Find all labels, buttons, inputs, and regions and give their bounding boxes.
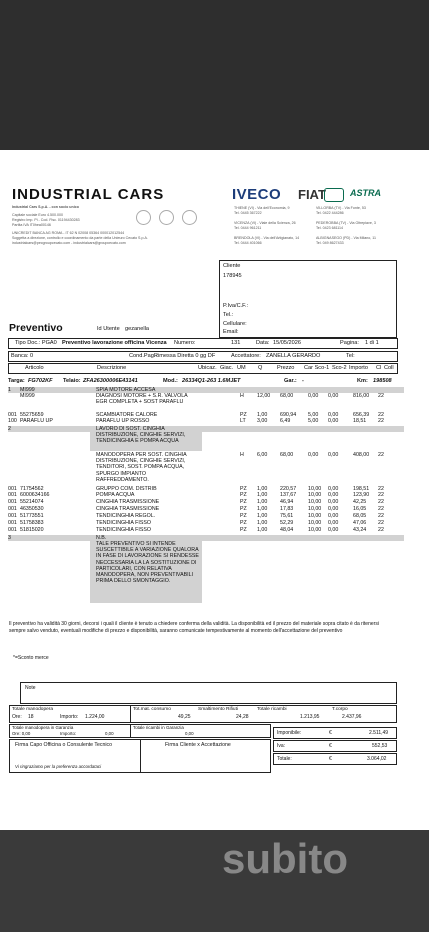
bank-info-2: Soggetta a direzione, controllo e coordinamento da parte della Unieuro Cecato S.p.A. [12, 236, 148, 240]
col-cl: Cl [376, 365, 382, 371]
top-dark-band [0, 0, 429, 150]
row-prezzo: 137,67 [280, 492, 297, 498]
table-row [8, 506, 418, 512]
document-page [0, 150, 429, 830]
row-number: 001 [8, 506, 17, 512]
row-descrizione: N.B. [96, 535, 107, 541]
row-q: 1,00 [257, 513, 268, 519]
gar-importo-label: Importo: [60, 731, 77, 736]
firma-cliente-label: Firma Cliente x Accettazione [165, 742, 231, 748]
row-descrizione: CINGHIA TRASMISSIONE [96, 499, 160, 505]
col-q: Q [258, 365, 263, 371]
gar-ore: Ore: 0,00 [12, 731, 31, 736]
email-label: Email: [223, 329, 239, 335]
gar-label: Gar.: [284, 378, 297, 384]
currency-symbol: € [329, 756, 332, 762]
mod-label: Mod.: [163, 378, 178, 384]
col-descrizione: Descrizione [97, 365, 127, 371]
certification-seal-icon [136, 210, 151, 225]
row-sco2: 0,00 [328, 393, 339, 399]
row-prezzo: 68,00 [280, 452, 294, 458]
accettatore-label: Accettatore: [231, 353, 261, 359]
ricambi-label: Totale ricambi [257, 707, 287, 712]
row-articolo: 55214074 [20, 499, 44, 505]
row-descrizione: PARAFLU UP ROSSO [96, 418, 150, 424]
row-um: PZ [240, 520, 247, 526]
ricambi-value: 1.213,95 [300, 714, 320, 720]
km-label: Km: [357, 378, 368, 384]
row-q: 1,00 [257, 412, 268, 418]
row-articolo: 55275659 [20, 412, 44, 418]
gar-value: - [302, 378, 304, 384]
branch-2-tel: Tel. 0444 961211 [234, 226, 262, 230]
company-info-3: Partita IVA IT0hea00146 [12, 223, 51, 227]
telaio-value: ZFA26300006E43141 [83, 378, 138, 384]
tipo-doc-value: Preventivo lavorazione officina Vicenza [62, 340, 167, 346]
truck-brand-logo-icon [324, 188, 344, 202]
row-descrizione: LAVORO DI SOST. CINGHIA DISTRIBUZIONE, CINGHIE SERVIZI, TENDICINGHIA E POMPA ACQUA [96, 426, 186, 445]
piva-label: P.Iva/C.F.: [223, 303, 249, 309]
row-um: PZ [240, 527, 247, 533]
row-descrizione: SCAMBIATORE CALORE [96, 412, 158, 418]
row-articolo: 51773551 [20, 513, 44, 519]
targa-label: Targa: [8, 378, 25, 384]
corpo-label: T.corpo [332, 707, 348, 712]
table-row [8, 520, 418, 526]
fiat-logo: FIAT [298, 187, 326, 202]
col-ubicaz: Ubicaz. [198, 365, 217, 371]
data-label: Data: [256, 340, 270, 346]
row-number: 3 [8, 535, 11, 541]
company-name: INDUSTRIAL CARS [12, 186, 165, 203]
row-importo: 408,00 [353, 452, 370, 458]
row-sco2: 0,00 [328, 452, 339, 458]
col-um: UM [237, 365, 246, 371]
branch-6: ALBIGNASEGO (PD) - Via Milano, 11 [316, 236, 376, 240]
row-sco2: 0,00 [328, 418, 339, 424]
row-um: PZ [240, 486, 247, 492]
importo-label: Importo: [60, 714, 79, 720]
row-importo: 68,05 [353, 513, 367, 519]
row-descrizione: SPIA MOTORE ACCESA [96, 387, 156, 393]
divider [130, 706, 131, 722]
row-prezzo: 220,57 [280, 486, 297, 492]
row-q: 1,00 [257, 506, 268, 512]
row-cl: 22 [378, 527, 384, 533]
branch-1: THIENE (VI) - Via dell'Economia, 9 [234, 206, 290, 210]
branch-3: BRENDOLA (VI) - Via dell'Artigianato, 14 [234, 236, 300, 240]
table-row [8, 426, 418, 451]
smalt-label: Smaltimento Rifiuti [198, 707, 238, 712]
cliente-label: Cliente [223, 263, 241, 269]
row-um: LT [240, 418, 246, 424]
imponibile-value: 2.511,49 [369, 730, 389, 736]
row-descrizione: TALE PREVENTIVO SI INTENDE SUSCETTIBILE A VARIAZIONE QUALORA IN FASE DI LAVORAZIONE SI RENDESSE NECCESSARIA LA LA SOSTITUZIONE DI PARTICOLARI, CON RELATIVA MANODOPERA, NON PREVENTIVABILI PRIMA DELLO SMONTAGGIO. [96, 541, 199, 585]
row-um: PZ [240, 412, 247, 418]
importo-value: 1.224,00 [85, 714, 105, 720]
row-um: PZ [240, 513, 247, 519]
branch-1-tel: Tel. 0445 367222 [234, 211, 262, 215]
row-articolo: 51815020 [20, 527, 44, 533]
gar-importo-value: 0,00 [105, 731, 114, 736]
row-prezzo: 48,04 [280, 527, 294, 533]
garanzia-box [9, 724, 271, 738]
iva-value: 552,53 [372, 743, 388, 749]
row-prezzo: 6,49 [280, 418, 291, 424]
table-row [8, 452, 418, 484]
col-giac: Giac. [220, 365, 234, 371]
row-cl: 22 [378, 486, 384, 492]
row-descrizione: POMPA ACQUA [96, 492, 135, 498]
row-cl: 22 [378, 499, 384, 505]
mod-value: 26334Q1-263 1.6MJET [182, 378, 241, 384]
row-articolo: 71754562 [20, 486, 44, 492]
row-sco2: 0,00 [328, 527, 339, 533]
row-cl: 22 [378, 393, 384, 399]
numero-value: 131 [231, 340, 241, 346]
divider [130, 725, 131, 737]
totale-label: Totale: [277, 756, 292, 762]
row-number: 001 [8, 499, 17, 505]
branch-4-tel: Tel. 0422 444286 [316, 211, 344, 215]
row-sco1: 5,00 [308, 412, 319, 418]
row-um: PZ [240, 499, 247, 505]
branch-2: VICENZA (VI) - Viale della Scienza, 26 [234, 221, 296, 225]
row-q: 1,00 [257, 527, 268, 533]
row-number: 001 [8, 412, 17, 418]
ricgar-value: 0,00 [185, 731, 194, 736]
row-importo: 47,06 [353, 520, 367, 526]
row-sco1: 10,00 [308, 520, 322, 526]
row-articolo: 46350530 [20, 506, 44, 512]
targa-value: FG702KF [28, 378, 53, 384]
row-prezzo: 17,83 [280, 506, 294, 512]
row-sco1: 10,00 [308, 486, 322, 492]
banca-label: Banca: 0 [11, 353, 34, 359]
row-importo: 18,51 [353, 418, 367, 424]
row-descrizione: GRUPPO COM. DISTRIB [96, 486, 157, 492]
branch-5: PEDEROBBA (TV) - Via Oltrepiave, 3 [316, 221, 376, 225]
row-importo: 816,00 [353, 393, 370, 399]
row-sco2: 0,00 [328, 486, 339, 492]
row-cl: 22 [378, 492, 384, 498]
row-cl: 22 [378, 506, 384, 512]
col-sco1: Car Sco-1 [304, 365, 330, 371]
smalt-value: 24,28 [236, 714, 249, 720]
table-row [8, 513, 418, 519]
row-cl: 22 [378, 452, 384, 458]
divider [140, 740, 141, 772]
cliente-box [219, 260, 397, 338]
telaio-label: Telaio: [63, 378, 81, 384]
row-prezzo: 68,00 [280, 393, 294, 399]
tel-label: Tel.: [223, 312, 234, 318]
doc-title: Preventivo [9, 322, 63, 334]
branch-3-tel: Tel. 0444 401066 [234, 241, 262, 245]
iva-label: Iva: [277, 743, 286, 749]
imponibile-label: Imponibile: [277, 730, 302, 736]
tipo-doc-label: Tipo Doc.: PGA0 [15, 340, 57, 346]
col-sco2: Sco-2 [332, 365, 347, 371]
iveco-logo: IVECO [232, 186, 282, 203]
tel-acc-label: Tel: [346, 353, 355, 359]
row-um: PZ [240, 492, 247, 498]
row-descrizione: TENDICINGHIA REGOL. [96, 513, 156, 519]
row-q: 6,00 [257, 452, 268, 458]
table-row [8, 418, 418, 424]
row-number: 001 [8, 513, 17, 519]
ricgar-label: Totale ricambi in Garanzia [133, 725, 184, 730]
bank-info-3: industrialcars@pecgroupcecato.com - industrialcars@groupcecato.com [12, 241, 126, 245]
col-prezzo: Prezzo [277, 365, 295, 371]
cond-pag-label: Cond.Pag.: [129, 353, 157, 359]
data-value: 15/05/2026 [273, 340, 301, 346]
row-sco2: 0,00 [328, 412, 339, 418]
row-q: 1,00 [257, 499, 268, 505]
row-sco1: 5,00 [308, 418, 319, 424]
matcons-value: 49,25 [178, 714, 191, 720]
cellulare-label: Cellulare: [223, 321, 247, 327]
row-sco1: 10,00 [308, 513, 322, 519]
row-sco2: 0,00 [328, 506, 339, 512]
cond-pag-value: Rimessa Diretta 0 gg DF [154, 353, 216, 359]
row-number: 1 [8, 387, 11, 393]
row-prezzo: 690,94 [280, 412, 297, 418]
table-row [8, 492, 418, 498]
accettatore-value: ZANELLA GERARDO [266, 353, 321, 359]
row-sco2: 0,00 [328, 513, 339, 519]
row-number: 001 [8, 527, 17, 533]
currency-symbol: € [329, 743, 332, 749]
note-label: Note [25, 685, 36, 691]
row-importo: 123,90 [353, 492, 370, 498]
sconto-note: *=Sconto merce [13, 655, 49, 661]
id-utente-label: Id Utente [97, 326, 120, 332]
bottom-dark-band [0, 830, 429, 932]
imponibile-box [273, 727, 397, 739]
row-sco1: 10,00 [308, 499, 322, 505]
row-number: 001 [8, 492, 17, 498]
company-info-1: Capitale sociale Euro 4.500.000 [12, 213, 63, 217]
row-descrizione: TENDICINGHIA FISSO [96, 520, 152, 526]
manod-label: Totale manodopera [12, 707, 54, 712]
km-value: 198508 [373, 378, 392, 384]
row-importo: 42,25 [353, 499, 367, 505]
totale-box [273, 753, 397, 765]
banca-row [8, 351, 398, 362]
section-bar [8, 426, 404, 432]
currency-symbol: € [329, 730, 332, 736]
totals-box [9, 705, 397, 723]
numero-label: Numero: [174, 340, 196, 346]
row-number: 100 [8, 418, 17, 424]
row-um: H [240, 393, 244, 399]
pagina-label: Pagina: [340, 340, 359, 346]
row-sco2: 0,00 [328, 492, 339, 498]
row-q: 1,00 [257, 486, 268, 492]
col-articolo: Articolo [25, 365, 44, 371]
row-cl: 22 [378, 418, 384, 424]
cliente-code: 178945 [223, 273, 242, 279]
row-cl: 22 [378, 520, 384, 526]
row-importo: 16,05 [353, 506, 367, 512]
row-number: 2 [8, 426, 11, 432]
row-importo: 43,24 [353, 527, 367, 533]
row-sco1: 10,00 [308, 492, 322, 498]
signatures-box [9, 739, 271, 773]
company-tagline: Industrial Cars S.p.A. - con socio unico [12, 205, 79, 209]
company-info-2: Registro Imp. Pi - Cod. Fisc. 01194430283 [12, 218, 80, 222]
row-um: H [240, 452, 244, 458]
bank-info-1: UNICREDIT BANCA AG ROMA - IT 62 N 02008 05364 000012012544 [12, 231, 125, 235]
row-articolo: 6000634166 [20, 492, 50, 498]
row-number: 001 [8, 520, 17, 526]
row-q: 1,00 [257, 492, 268, 498]
tipo-doc-row [8, 338, 398, 349]
col-importo: Importo [349, 365, 368, 371]
row-sco1: 10,00 [308, 506, 322, 512]
row-prezzo: 75,61 [280, 513, 294, 519]
table-row [8, 499, 418, 505]
row-articolo: 51758383 [20, 520, 44, 526]
row-q: 12,00 [257, 393, 271, 399]
row-number: 001 [8, 486, 17, 492]
matcons-label: Tot.mat. consumo [133, 707, 171, 712]
ore-value: 18 [28, 714, 34, 720]
row-cl: 22 [378, 412, 384, 418]
col-coll: Coll [384, 365, 394, 371]
branch-5-tel: Tel. 0423 681114 [316, 226, 344, 230]
validity-text: Il preventivo ha validità 30 giorni, decorsi i quali il cliente è tenuto a chiedere conferma della validità. La disponibilità ed il prezzo del materiale sopra citato è da ritenersi sempre salvo venduto, eventuali modifiche di prezzo e disponibilità, saranno comunicate tempestivamente al momento dell'accettazione del preventivo [9, 621, 379, 634]
table-header [8, 363, 398, 374]
row-descrizione: MANODOPERA PER SOST. CINGHIA DISTRIBUZIONE, CINGHIE SERVIZI, TENDITORI, SOST. POMPA ACQUA, SPURGO IMPIANTO RAFFREDDAMENTO. [96, 452, 187, 483]
id-utente: gezanella [125, 326, 149, 332]
table-row [8, 541, 418, 603]
row-sco1: 0,00 [308, 452, 319, 458]
row-descrizione: CINGHIA TRASMISSIONE [96, 506, 160, 512]
row-sco1: 10,00 [308, 527, 322, 533]
row-articolo: PARAFLU UP [20, 418, 53, 424]
row-um: PZ [240, 506, 247, 512]
note-box [20, 682, 397, 704]
row-articolo: MI999 [20, 393, 35, 399]
row-prezzo: 46,94 [280, 499, 294, 505]
certification-seal-icon [182, 210, 197, 225]
row-descrizione: DIAGNOSI MOTORE + S.R. VALVOLA EGR COMPLETA + SOST PARAFLU [96, 393, 188, 406]
ore-label: Ore: [12, 714, 22, 720]
ringraziamo-text: Vi ringraziamo per la preferenza accordataci [15, 764, 102, 769]
row-cl: 22 [378, 513, 384, 519]
firma-capo-label: Firma Capo Officina o Consulente Tecnico [15, 742, 112, 748]
table-row [8, 527, 418, 533]
totale-value: 3.064,02 [367, 756, 387, 762]
pagina-value: 1 di 1 [365, 340, 379, 346]
row-articolo: MI999 [20, 387, 35, 393]
corpo-value: 2.437,96 [342, 714, 362, 720]
branch-4: VILLORBA (TV) - Via Fonte, 53 [316, 206, 366, 210]
row-q: 1,00 [257, 520, 268, 526]
row-importo: 198,51 [353, 486, 370, 492]
iva-box [273, 740, 397, 752]
row-sco2: 0,00 [328, 499, 339, 505]
astra-logo: ASTRA [350, 188, 381, 198]
row-sco2: 0,00 [328, 520, 339, 526]
row-descrizione: TENDICINGHIA FISSO [96, 527, 152, 533]
table-row [8, 393, 418, 412]
row-importo: 656,39 [353, 412, 370, 418]
gar-label: Totale manodopera in Garanzia [12, 725, 74, 730]
row-prezzo: 52,29 [280, 520, 294, 526]
row-sco1: 0,00 [308, 393, 319, 399]
branch-6-tel: Tel. 049 8627433 [316, 241, 344, 245]
watermark-logo: subito [222, 835, 348, 882]
row-q: 3,00 [257, 418, 268, 424]
certification-seal-icon [159, 210, 174, 225]
